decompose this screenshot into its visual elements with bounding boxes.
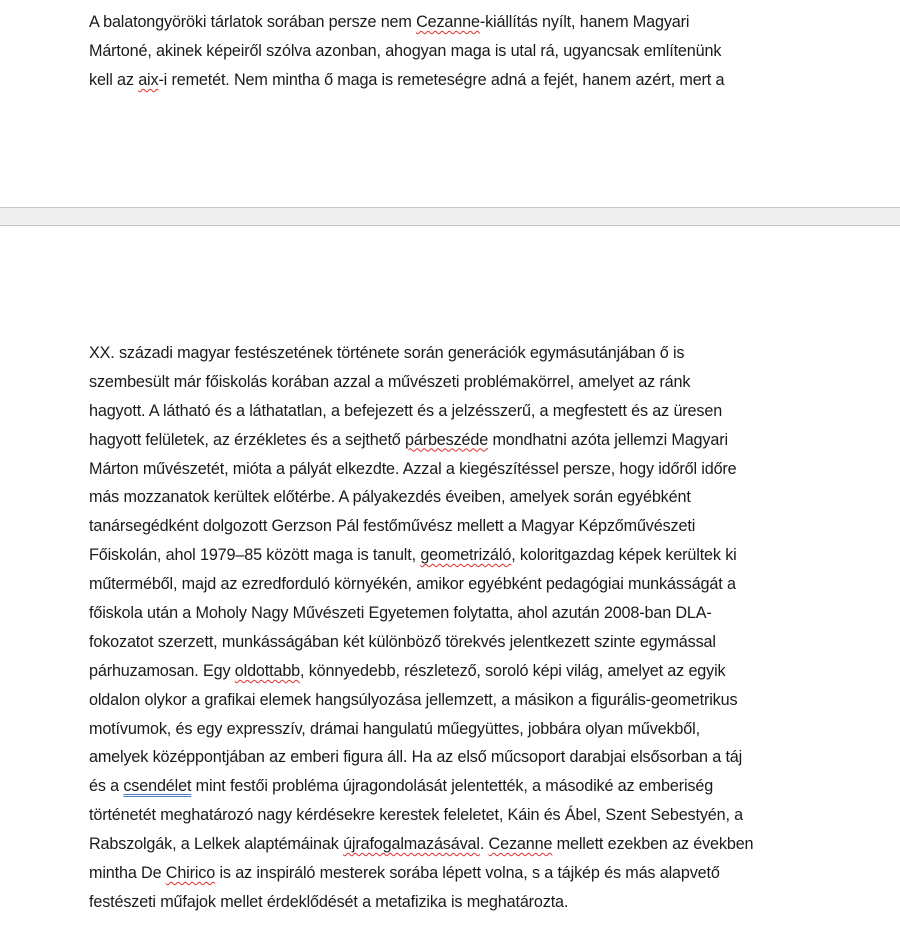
text-run: mellett ezekben az években	[552, 835, 754, 854]
text-run: -kiállítás nyílt, hanem Magyari	[479, 13, 690, 31]
text-run: .	[479, 835, 489, 854]
text-line	[89, 657, 829, 686]
text-run: hagyott felületek, az érzékletes és a sejthető	[89, 430, 405, 449]
text-line	[89, 426, 829, 455]
text-run: történetét meghatározó nagy kérdésekre kerestek feleletet, Káin és Ábel, Szent Sebestyén, a	[89, 806, 744, 825]
text-run: is az inspiráló mesterek sorába lépett volna, s a tájkép és más alapvető	[215, 864, 720, 883]
text-run: és a	[89, 777, 124, 796]
text-run: festészeti műfajok mellet érdeklődését a metafizika is meghatározta.	[89, 892, 569, 911]
text-line	[89, 743, 829, 772]
spelling-error-word[interactable]: geometrizáló	[420, 546, 512, 565]
text-line	[89, 339, 829, 368]
text-line	[89, 483, 829, 512]
text-run: , könnyedebb, részletező, soroló képi világ, amelyet az egyik	[300, 661, 726, 680]
text-run: mintha De	[89, 864, 166, 883]
text-run: hagyott. A látható és a láthatatlan, a befejezett és a jelzésszerű, a megfestett és az üresen	[89, 401, 723, 420]
spelling-error-word[interactable]: párbeszéde	[405, 430, 489, 449]
spelling-error-word[interactable]: oldottabb	[234, 661, 301, 680]
page-1-text[interactable]	[89, 8, 829, 95]
text-line	[89, 859, 829, 888]
spelling-error-word[interactable]: újrafogalmazásával	[343, 835, 480, 854]
text-run: Főiskolán, ahol 1979–85 között maga is tanult,	[89, 546, 421, 565]
text-line	[89, 37, 829, 66]
text-run: kell az	[89, 70, 139, 89]
spelling-error-word[interactable]: Cezanne	[416, 13, 480, 31]
text-line	[89, 628, 829, 657]
text-run: Márton művészetét, mióta a pályát elkezdte. Azzal a kiegészítéssel persze, hogy időről időre	[89, 459, 737, 478]
text-run: -i remetét. Nem mintha ő maga is remeteségre adná a fejét, hanem azért, mert a	[158, 70, 725, 89]
text-run: mondhatni azóta jellemzi Magyari	[488, 430, 728, 449]
spelling-error-word[interactable]: Cezanne	[488, 835, 553, 854]
text-run: oldalon olykor a grafikai elemek hangsúlyozása jellemzett, a másikon a figurális-geometrikus	[89, 690, 738, 709]
grammar-suggestion-word[interactable]: csendélet	[123, 777, 192, 796]
text-run: A balatongyöröki tárlatok sorában persze nem	[89, 13, 417, 31]
document-page-2[interactable]	[0, 226, 900, 941]
page-break-gap	[0, 207, 900, 226]
text-run: főiskola után a Moholy Nagy Művészeti Egyetemen folytatta, ahol azután 2008-ban DLA-	[89, 604, 712, 623]
text-line	[89, 397, 829, 426]
spelling-error-word[interactable]: Chirico	[165, 864, 216, 883]
text-line	[89, 368, 829, 397]
text-run: Mártoné, akinek képeiről szólva azonban, ahogyan maga is utal rá, ugyancsak említenünk	[89, 41, 722, 60]
text-line	[89, 888, 829, 917]
text-line	[89, 830, 829, 859]
text-run: műterméből, majd az ezredforduló környékén, amikor egyébként pedagógiai munkásságát a	[89, 575, 736, 594]
spelling-error-word[interactable]: aix	[138, 70, 159, 89]
text-line	[89, 455, 829, 484]
text-line	[89, 570, 829, 599]
text-run: motívumok, és egy expresszív, drámai hangulatú műegyüttes, jobbára olyan művekből,	[89, 719, 700, 738]
text-run: Rabszolgák, a Lelkek alaptémáinak	[89, 835, 344, 854]
text-line	[89, 772, 829, 801]
text-run: szembesült már főiskolás korában azzal a művészeti problémakörrel, amelyet az ránk	[89, 372, 691, 391]
text-line	[89, 599, 829, 628]
text-run: mint festői probléma újragondolását jelentették, a másodiké az emberiség	[191, 777, 714, 796]
text-line	[89, 541, 829, 570]
text-line	[89, 801, 829, 830]
text-line	[89, 8, 829, 37]
text-run: tanársegédként dolgozott Gerzson Pál festőművész mellett a Magyar Képzőművészeti	[89, 517, 696, 536]
text-run: párhuzamosan. Egy	[89, 661, 235, 680]
text-line	[89, 715, 829, 744]
text-line	[89, 512, 829, 541]
text-run: , koloritgazdag képek kerültek ki	[511, 546, 737, 565]
text-run: fokozatot szerzett, munkásságában két különböző törekvés jelentkezett szinte egymással	[89, 632, 716, 651]
page-2-text[interactable]	[89, 339, 829, 917]
text-run: XX. századi magyar festészetének története során generációk egymásutánjában ő is	[89, 344, 685, 362]
text-run: amelyek középpontjában az emberi figura áll. Ha az első műcsoport darabjai elsősorban a táj	[89, 748, 743, 767]
text-line	[89, 66, 829, 95]
text-line	[89, 686, 829, 715]
text-run: más mozzanatok kerültek előtérbe. A pályakezdés éveiben, amelyek során egyébként	[89, 488, 691, 507]
document-page-1[interactable]	[0, 0, 900, 207]
